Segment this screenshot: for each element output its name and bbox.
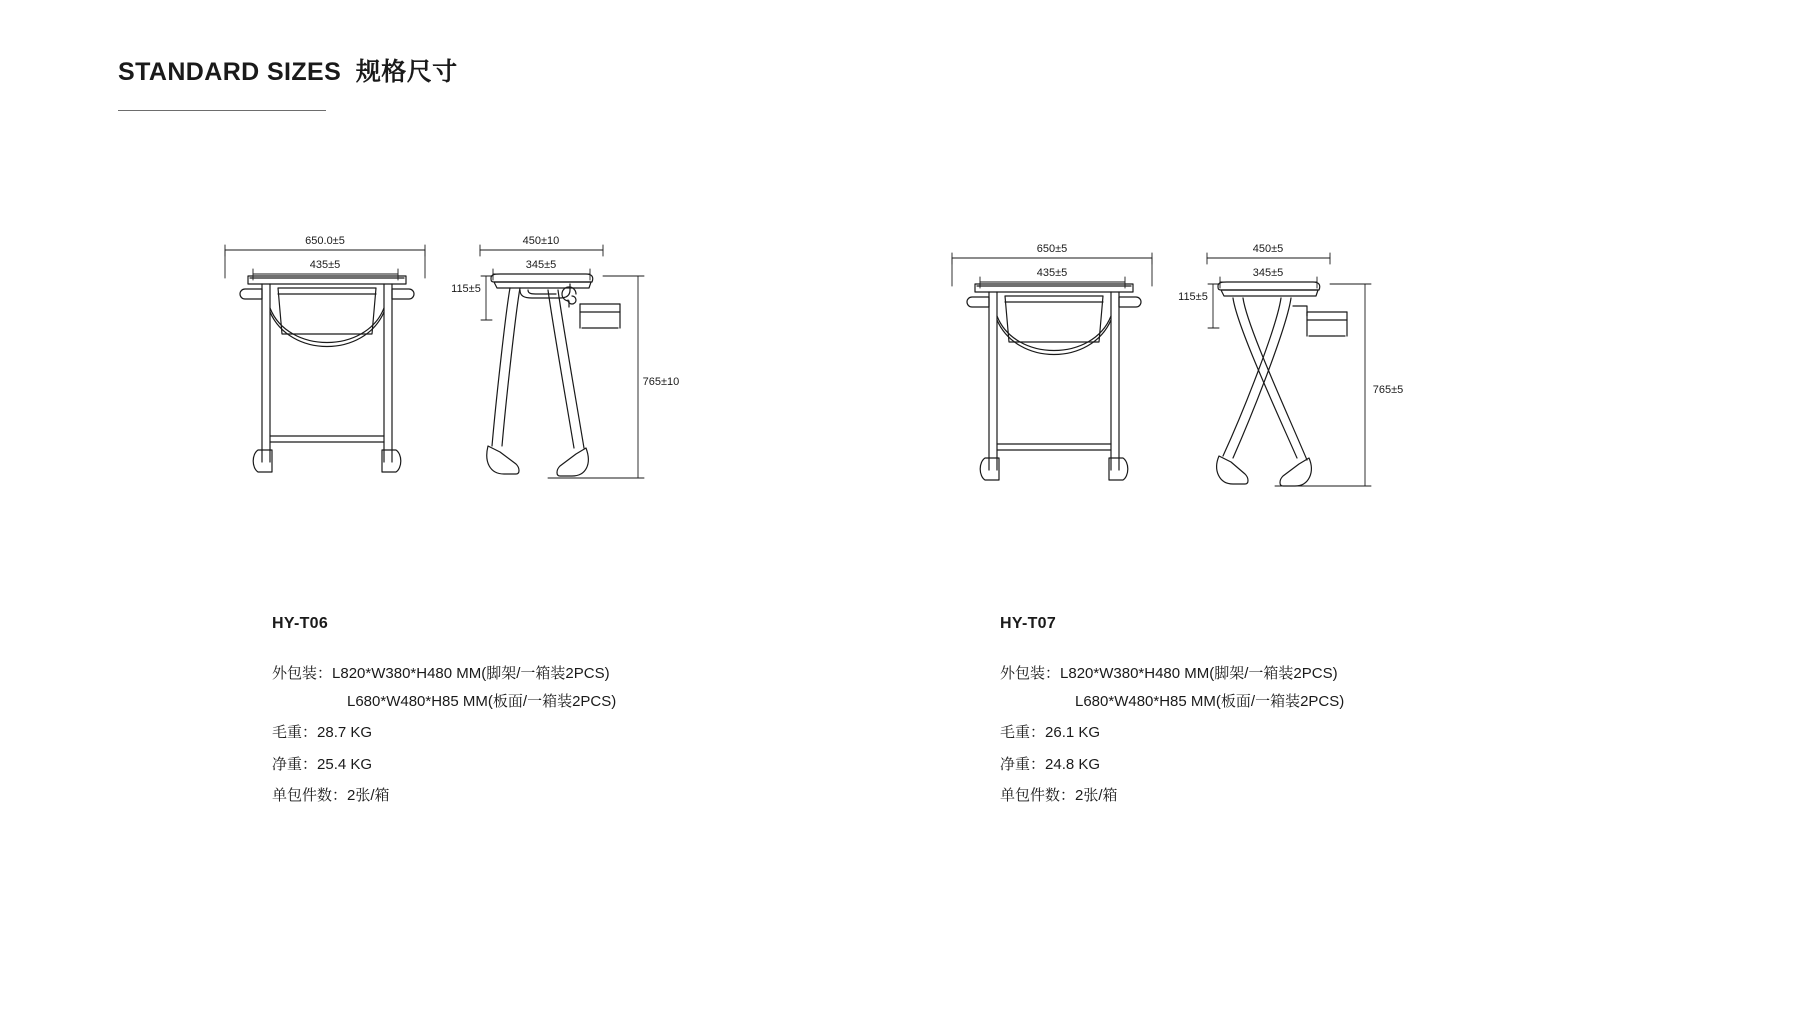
gross-weight-label: 毛重：: [1000, 724, 1046, 741]
packing-value-line2: L680*W480*H85 MM(板面/一箱装2PCS): [347, 692, 617, 710]
net-weight-label: 净重：: [1000, 755, 1046, 773]
spec-block-hy-t06: [272, 615, 792, 817]
gross-weight-row: [1000, 722, 1520, 745]
product-model-hy-t07: HY-T07: [1000, 615, 1057, 632]
dim-label-front-inner-width: 435±5: [1036, 267, 1068, 279]
packing-value-line1: L820*W380*H480 MM(脚架/一箱装2PCS): [332, 665, 610, 682]
gross-weight-row: [272, 722, 792, 745]
net-weight-row: [272, 754, 792, 777]
dim-label-front-outer-width: 650.0±5: [305, 235, 345, 247]
dim-label-side-outer-depth: 450±10: [522, 235, 560, 247]
spec-block-hy-t07: [1000, 615, 1520, 817]
packing-row-2: [272, 691, 792, 714]
net-weight-row: [1000, 754, 1520, 777]
page-header: [118, 52, 458, 88]
dim-label-side-inner-depth: 345±5: [525, 259, 557, 271]
package-qty-value: 2张/箱: [1075, 787, 1118, 804]
packing-label: 外包装：: [272, 665, 333, 682]
dim-label-side-total-height: 765±10: [642, 376, 680, 388]
dim-label-front-inner-width: 435±5: [309, 259, 341, 271]
package-qty-row: [1000, 785, 1520, 808]
page-title: STANDARD SIZES 规格尺寸: [118, 58, 458, 86]
title-underline-divider: [118, 110, 326, 111]
gross-weight-value: 28.7 KG: [317, 724, 373, 741]
packing-row-1: [272, 663, 792, 686]
package-qty-label: 单包件数：: [1000, 787, 1076, 804]
product-model-hy-t06: HY-T06: [272, 615, 329, 632]
package-qty-value: 2张/箱: [347, 787, 390, 804]
packing-row-2: [1000, 691, 1520, 714]
drawing-hy-t07: [975, 243, 1485, 558]
dim-label-side-top-height: 115±5: [1178, 291, 1208, 303]
gross-weight-label: 毛重：: [272, 724, 318, 741]
dim-label-side-total-height: 765±5: [1372, 384, 1404, 396]
package-qty-label: 单包件数：: [272, 787, 348, 804]
dim-label-side-top-height: 115±5: [451, 283, 481, 295]
gross-weight-value: 26.1 KG: [1045, 724, 1101, 741]
net-weight-value: 24.8 KG: [1045, 755, 1101, 773]
net-weight-value: 25.4 KG: [317, 755, 373, 773]
package-qty-row: [272, 785, 792, 808]
dim-label-side-inner-depth: 345±5: [1252, 267, 1284, 279]
net-weight-label: 净重：: [272, 755, 318, 773]
packing-value-line2: L680*W480*H85 MM(板面/一箱装2PCS): [1075, 692, 1345, 710]
drawing-hy-t06: [248, 235, 758, 550]
dim-label-side-outer-depth: 450±5: [1252, 243, 1284, 255]
packing-label: 外包装：: [1000, 665, 1061, 682]
packing-value-line1: L820*W380*H480 MM(脚架/一箱装2PCS): [1060, 665, 1338, 682]
dim-label-front-outer-width: 650±5: [1036, 243, 1068, 255]
packing-row-1: [1000, 663, 1520, 686]
